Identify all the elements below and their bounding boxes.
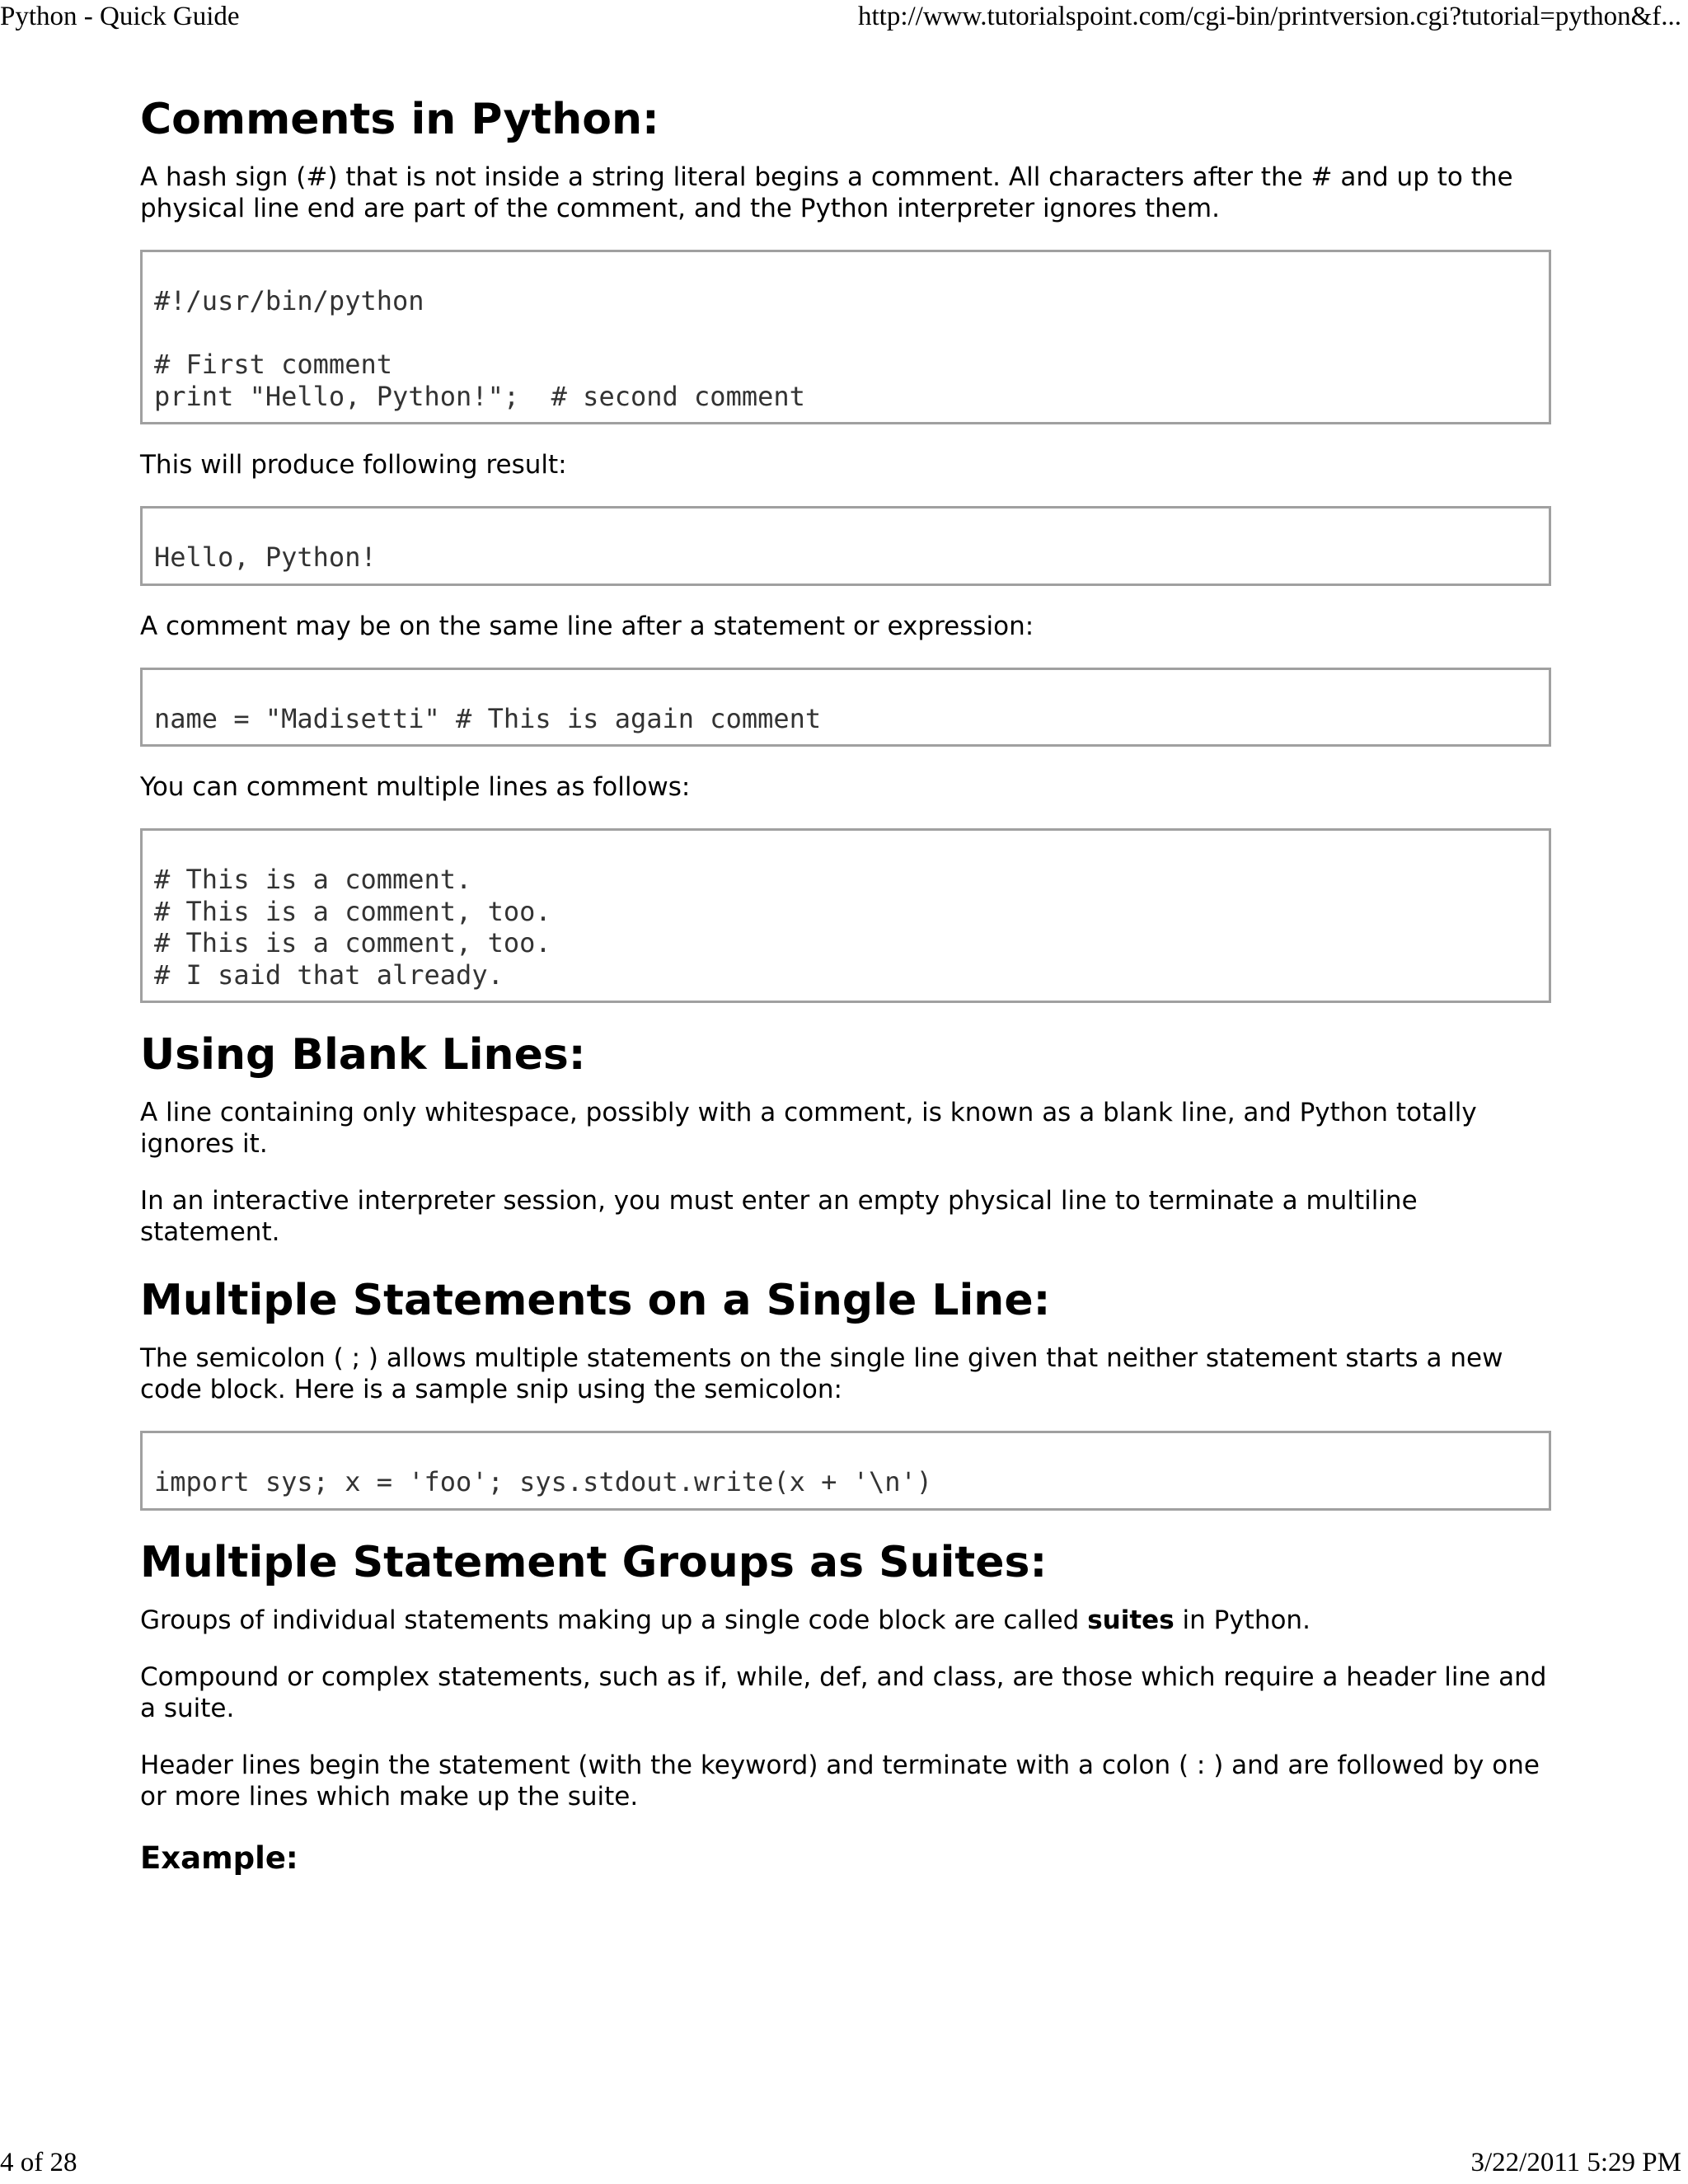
heading-example: Example:	[140, 1840, 298, 1876]
suites-text-before: Groups of individual statements making up a single code block are called	[140, 1605, 1088, 1635]
code-line: # This is a comment, too.	[154, 927, 551, 958]
paragraph-multiline-comments: You can comment multiple lines as follows:	[140, 772, 691, 802]
heading-multiple-statements: Multiple Statements on a Single Line:	[140, 1276, 1051, 1325]
page-footer-timestamp: 3/22/2011 5:29 PM	[1470, 2148, 1681, 2177]
code-line: print "Hello, Python!"; # second comment	[154, 380, 805, 412]
paragraph-result-intro: This will produce following result:	[140, 450, 567, 480]
code-line: # I said that already.	[154, 958, 504, 991]
code-line: name = "Madisetti" # This is again comment	[154, 702, 822, 734]
code-block-inline-comment	[140, 668, 1551, 748]
code-line	[154, 317, 1537, 349]
suites-text-after: in Python.	[1174, 1605, 1311, 1635]
code-block-semicolon	[140, 1431, 1551, 1511]
heading-blank-lines: Using Blank Lines:	[140, 1030, 586, 1080]
paragraph-suites-2: Compound or complex statements, such as if, while, def, and class, are those which require a header line and a suite.	[140, 1661, 1547, 1723]
paragraph-suites-1	[140, 1605, 1551, 1636]
paragraph-comments-intro: A hash sign (#) that is not inside a string literal begins a comment. All characters after the # and up to the physical line end are part of the comment, and the Python interpreter ignores them.	[140, 162, 1513, 223]
code-line: # First comment	[154, 349, 392, 380]
paragraph-semicolon: The semicolon ( ; ) allows multiple statements on the single line given that neither statement starts a new code block. Here is a sample snip using the semicolon:	[140, 1343, 1503, 1404]
code-block-comments-example	[140, 250, 1551, 424]
paragraph-suites-3: Header lines begin the statement (with the keyword) and terminate with a colon ( : ) and are followed by one or more lines which make up the suite.	[140, 1750, 1540, 1811]
code-line: #!/usr/bin/python	[154, 285, 424, 316]
code-line: Hello, Python!	[154, 541, 377, 573]
code-line: # This is a comment.	[154, 864, 472, 895]
code-line: # This is a comment, too.	[154, 895, 551, 927]
paragraph-blank-lines-2: In an interactive interpreter session, you must enter an empty physical line to terminate a multiline statement.	[140, 1186, 1418, 1247]
code-block-multiline-comments	[140, 828, 1551, 1003]
heading-suites: Multiple Statement Groups as Suites:	[140, 1537, 1048, 1587]
suites-bold-term: suites	[1087, 1605, 1175, 1635]
page-footer-page-number: 4 of 28	[0, 2148, 77, 2177]
code-line: import sys; x = 'foo'; sys.stdout.write(x + '\n')	[154, 1466, 933, 1497]
paragraph-blank-lines-1: A line containing only whitespace, possibly with a comment, is known as a blank line, and Python totally ignores it.	[140, 1098, 1477, 1159]
page-header-url: http://www.tutorialspoint.com/cgi-bin/printversion.cgi?tutorial=python&f...	[858, 2, 1681, 31]
page-header-title: Python - Quick Guide	[0, 2, 240, 31]
code-block-output	[140, 506, 1551, 586]
heading-comments: Comments in Python:	[140, 95, 659, 144]
document-content	[140, 92, 1551, 1889]
paragraph-inline-comment: A comment may be on the same line after a statement or expression:	[140, 611, 1034, 641]
